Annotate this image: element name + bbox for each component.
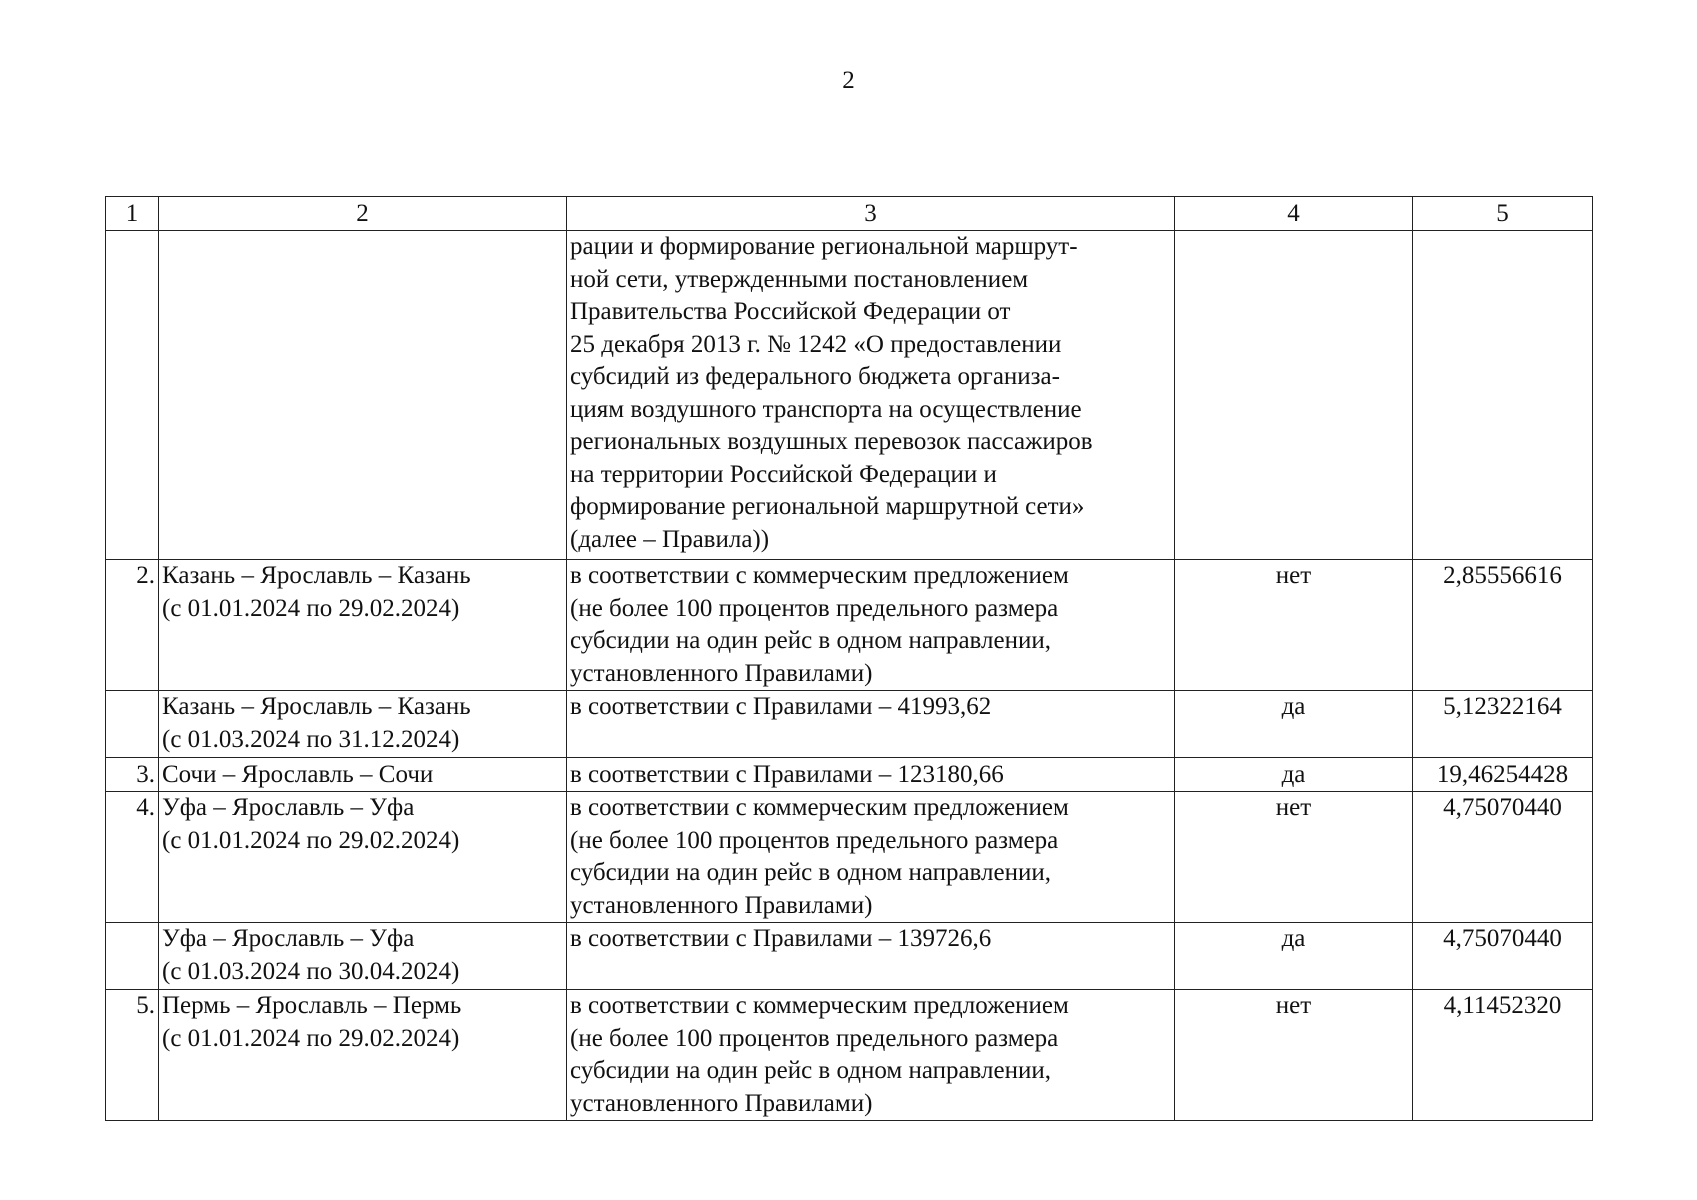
- flag-cell: нет: [1175, 560, 1413, 691]
- condition-cell: [567, 231, 1175, 560]
- route-name: Сочи – Ярославль – Сочи: [162, 761, 434, 788]
- text-line: субсидии на один рейс в одном направлении,: [570, 1057, 1051, 1084]
- row-number-cell: 3.: [106, 758, 159, 792]
- text-line: (не более 100 процентов предельного размера: [570, 826, 1059, 854]
- row-number-cell: [106, 923, 159, 990]
- value-cell: 4,75070440: [1413, 923, 1593, 990]
- text-line: субсидий из федерального бюджета организа-: [570, 363, 1060, 390]
- text-line: (не более 100 процентов предельного размера: [570, 594, 1059, 622]
- page-number: 2: [842, 67, 855, 94]
- header-col-2: 2: [159, 197, 567, 231]
- flag-cell: да: [1175, 923, 1413, 990]
- route-cell: [159, 923, 567, 990]
- table-header-row: [106, 197, 1593, 231]
- text-line: Правительства Российской Федерации от: [570, 298, 1011, 325]
- row-number-cell: [106, 231, 159, 560]
- value-cell: 5,12322164: [1413, 691, 1593, 758]
- route-cell: [159, 792, 567, 923]
- value-cell: [1413, 231, 1593, 560]
- text-line: установленного Правилами): [570, 1089, 873, 1117]
- table-row: [106, 691, 1593, 758]
- header-col-1: 1: [106, 197, 159, 231]
- condition-cell: [567, 792, 1175, 923]
- flag-cell: да: [1175, 758, 1413, 792]
- text-line: формирование региональной маршрутной сети»: [570, 493, 1085, 520]
- table-row: [106, 923, 1593, 990]
- condition-cell: [567, 758, 1175, 792]
- route-name: Уфа – Ярославль – Уфа: [162, 925, 415, 952]
- flag-cell: нет: [1175, 990, 1413, 1121]
- header-col-3: 3: [567, 197, 1175, 231]
- text-line: ной сети, утвержденными постановлением: [570, 265, 1029, 293]
- flag-cell: [1175, 231, 1413, 560]
- condition-cell: [567, 691, 1175, 758]
- route-period: (с 01.01.2024 по 29.02.2024): [162, 1024, 460, 1052]
- condition-cell: [567, 923, 1175, 990]
- header-col-4: 4: [1175, 197, 1413, 231]
- text-line: в соответствии с коммерческим предложением: [570, 794, 1069, 821]
- text-line: в соответствии с коммерческим предложением: [570, 992, 1069, 1019]
- row-number-cell: [106, 691, 159, 758]
- condition-cell: [567, 990, 1175, 1121]
- text-line: на территории Российской Федерации и: [570, 460, 997, 488]
- text-line: субсидии на один рейс в одном направлении,: [570, 627, 1051, 654]
- table-row: [106, 231, 1593, 560]
- table-row: [106, 560, 1593, 691]
- flag-cell: нет: [1175, 792, 1413, 923]
- route-cell: [159, 231, 567, 560]
- route-cell: [159, 758, 567, 792]
- row-number-cell: 2.: [106, 560, 159, 691]
- subsidy-table: [105, 196, 1593, 1121]
- text-line: субсидии на один рейс в одном направлении,: [570, 859, 1051, 886]
- text-line: циям воздушного транспорта на осуществление: [570, 395, 1082, 423]
- route-period: (с 01.03.2024 по 30.04.2024): [162, 957, 460, 985]
- table-row: [106, 990, 1593, 1121]
- route-name: Казань – Ярославль – Казань: [162, 693, 471, 720]
- text-line: в соответствии с Правилами – 41993,62: [570, 693, 992, 720]
- text-line: в соответствии с Правилами – 139726,6: [570, 925, 992, 952]
- text-line: в соответствии с коммерческим предложением: [570, 562, 1069, 589]
- route-name: Уфа – Ярославль – Уфа: [162, 794, 415, 821]
- row-number-cell: 4.: [106, 792, 159, 923]
- text-line: (не более 100 процентов предельного размера: [570, 1024, 1059, 1052]
- route-period: (с 01.03.2024 по 31.12.2024): [162, 725, 460, 753]
- route-cell: [159, 691, 567, 758]
- route-cell: [159, 560, 567, 691]
- route-cell: [159, 990, 567, 1121]
- text-line: установленного Правилами): [570, 891, 873, 919]
- text-line: рации и формирование региональной маршрут-: [570, 233, 1078, 260]
- text-line: установленного Правилами): [570, 659, 873, 687]
- text-line: (далее – Правила)): [570, 525, 770, 553]
- value-cell: 19,46254428: [1413, 758, 1593, 792]
- text-line: в соответствии с Правилами – 123180,66: [570, 761, 1004, 788]
- table-row: [106, 792, 1593, 923]
- value-cell: 4,75070440: [1413, 792, 1593, 923]
- header-col-5: 5: [1413, 197, 1593, 231]
- condition-cell: [567, 560, 1175, 691]
- route-period: (с 01.01.2024 по 29.02.2024): [162, 594, 460, 622]
- value-cell: 4,11452320: [1413, 990, 1593, 1121]
- value-cell: 2,85556616: [1413, 560, 1593, 691]
- route-period: (с 01.01.2024 по 29.02.2024): [162, 826, 460, 854]
- route-name: Пермь – Ярославль – Пермь: [162, 992, 462, 1019]
- row-number-cell: 5.: [106, 990, 159, 1121]
- flag-cell: да: [1175, 691, 1413, 758]
- table-row: [106, 758, 1593, 792]
- text-line: региональных воздушных перевозок пассажиров: [570, 428, 1093, 455]
- route-name: Казань – Ярославль – Казань: [162, 562, 471, 589]
- text-line: 25 декабря 2013 г. № 1242 «О предоставлении: [570, 330, 1062, 358]
